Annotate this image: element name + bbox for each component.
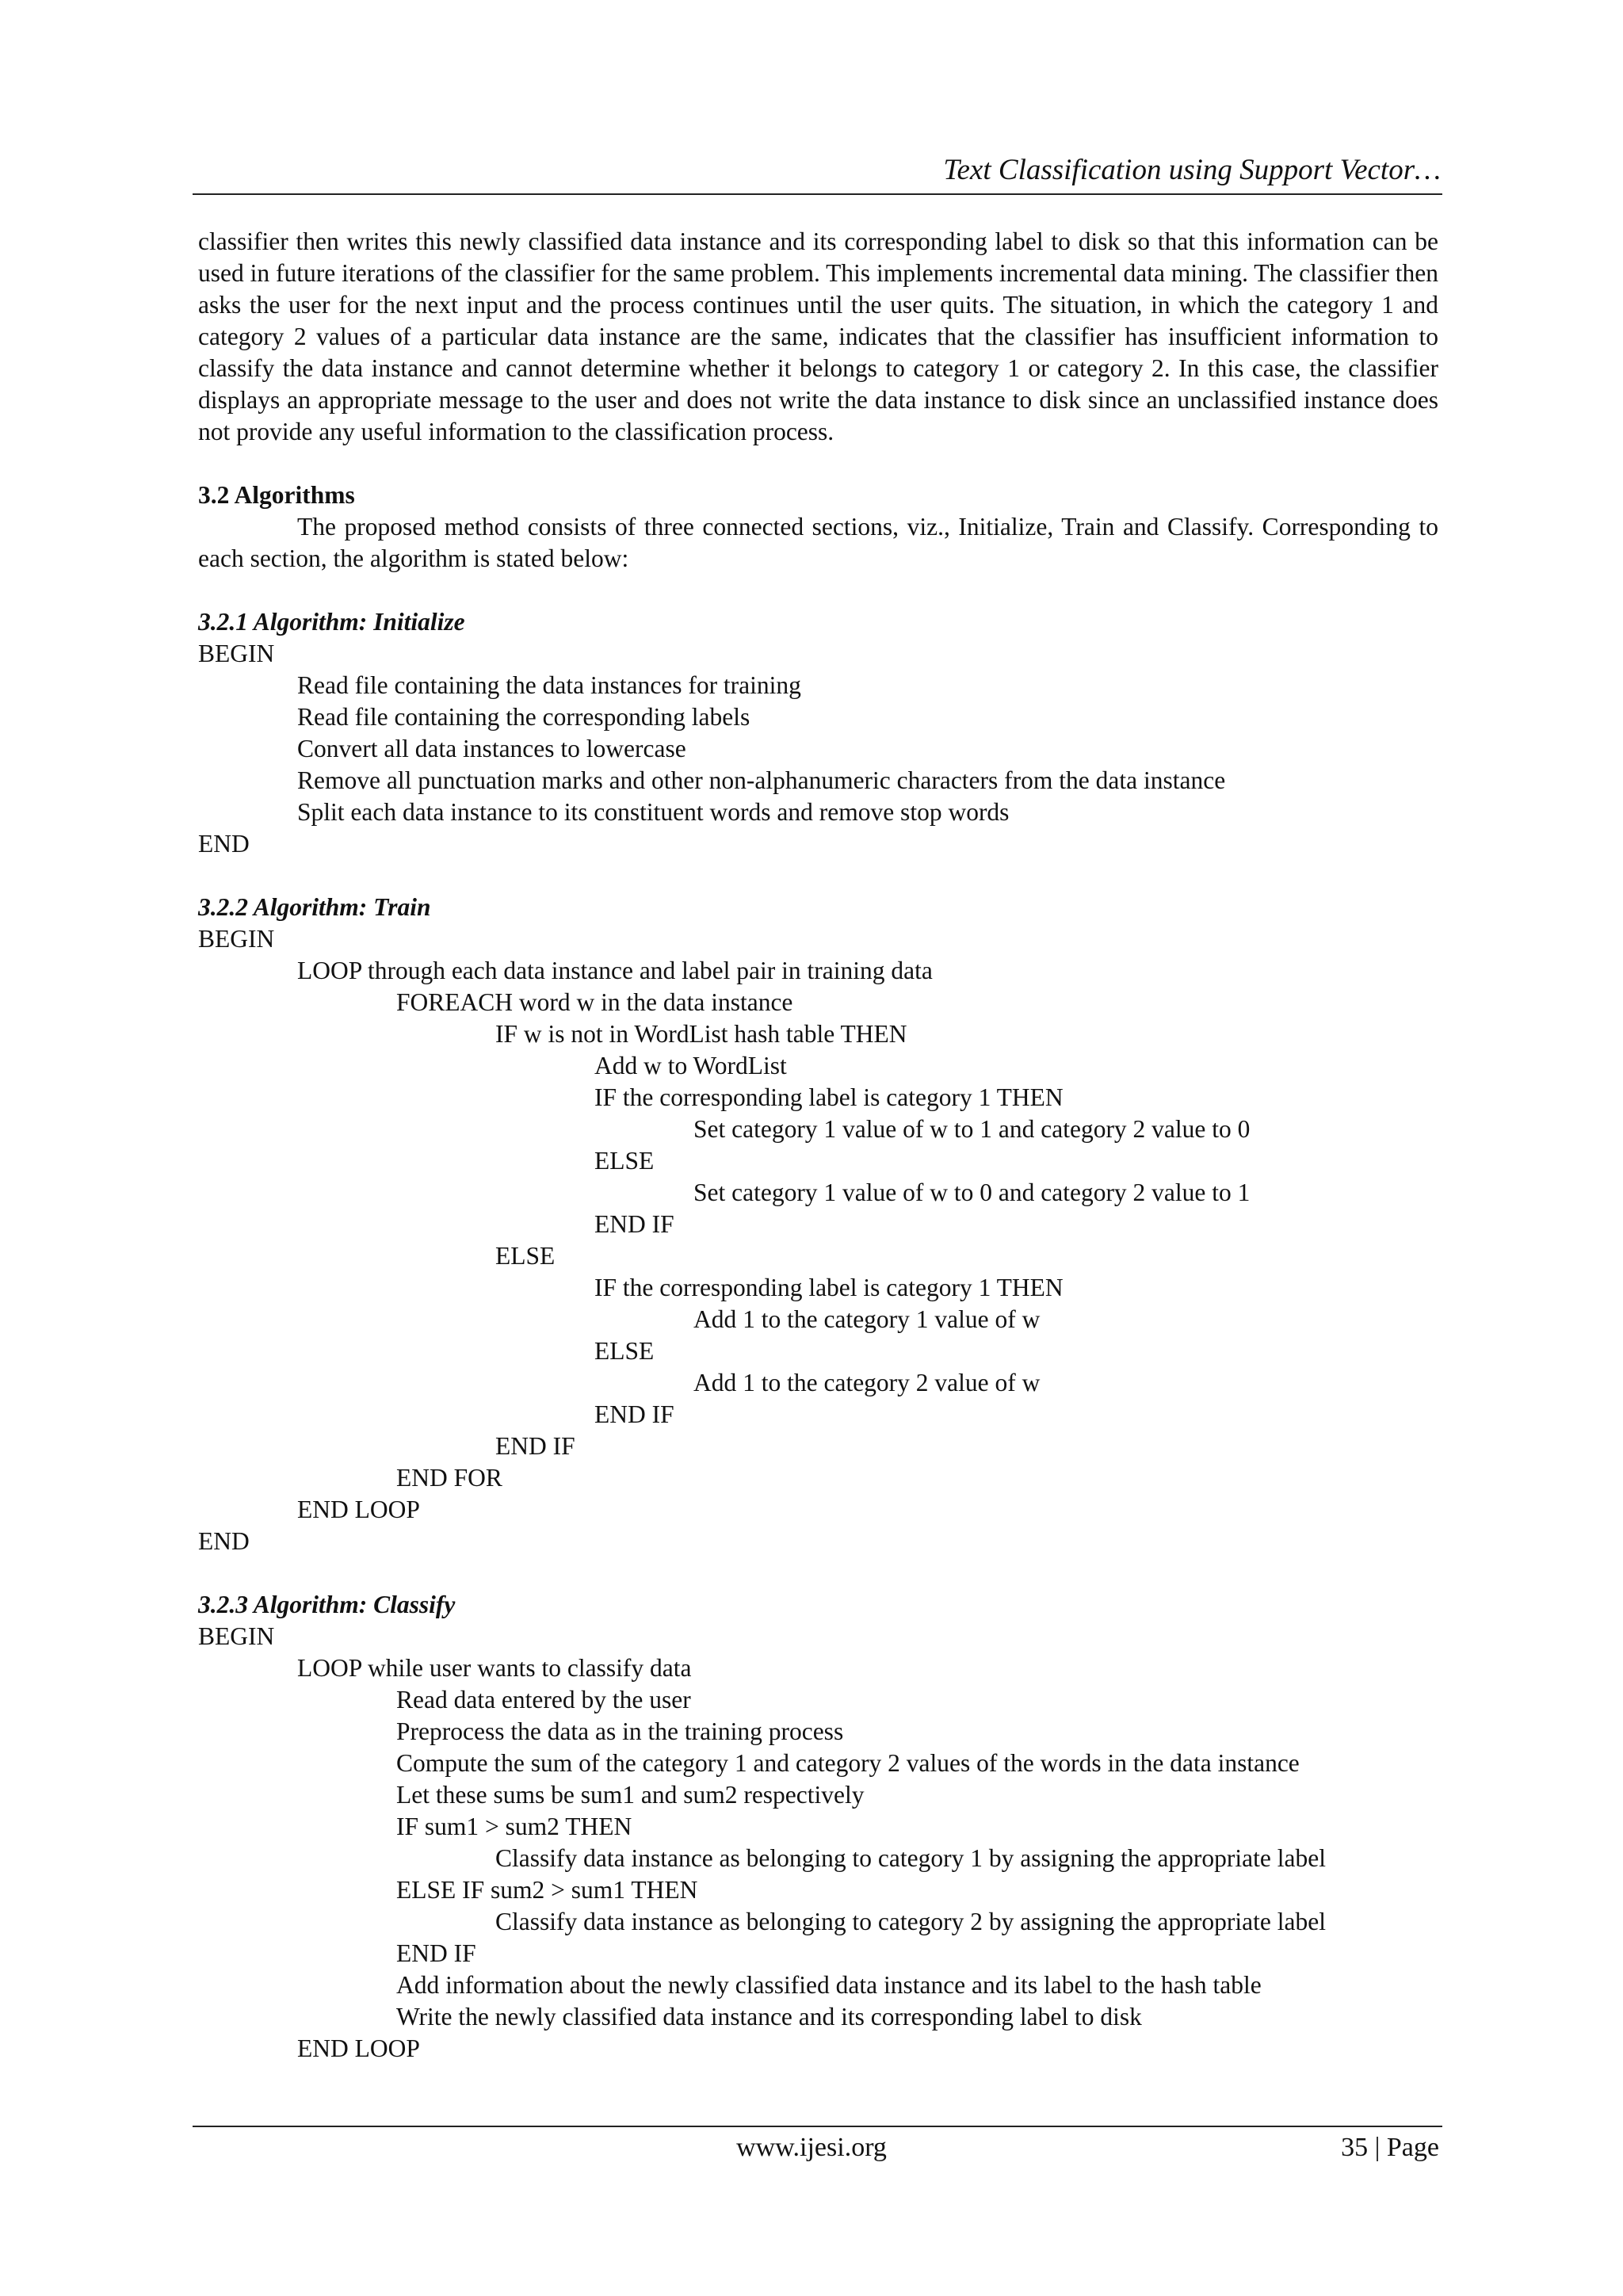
- pseudocode-line: Let these sums be sum1 and sum2 respectively: [396, 1781, 865, 1809]
- pseudocode-line: FOREACH word w in the data instance: [396, 988, 793, 1016]
- pseudocode-line: BEGIN: [198, 1622, 275, 1650]
- pseudocode-line: END: [198, 830, 250, 858]
- algorithm-classify: [198, 1589, 1438, 2065]
- pseudocode-line: LOOP through each data instance and label pair in training data: [297, 957, 933, 984]
- pseudocode-line: BEGIN: [198, 640, 275, 667]
- intro-paragraph: classifier then writes this newly classified data instance and its corresponding label to disk so that this information can be used in future iterations of the classifier for the same problem. This implements incremental data mining. The classifier then asks the user for the next input and the process continues until the user quits. The situation, in which the category 1 and category 2 values of a particular data instance are the same, indicates that the classifier has insufficient information to classify the data instance and cannot determine whether it belongs to category 1 or category 2. In this case, the classifier displays an appropriate message to the user and does not write the data instance to disk since an unclassified instance does not provide any useful information to the classification process.: [198, 227, 1438, 445]
- pseudocode-line: Set category 1 value of w to 0 and category 2 value to 1: [693, 1179, 1251, 1206]
- running-header-title: Text Classification using Support Vector…: [943, 154, 1441, 186]
- pseudocode-line: END IF: [594, 1400, 674, 1428]
- pseudocode-line: END FOR: [396, 1464, 502, 1492]
- pseudocode-line: Remove all punctuation marks and other non-alphanumeric characters from the data instance: [297, 766, 1226, 794]
- pseudocode-line: END: [198, 1527, 250, 1555]
- header-divider: [193, 193, 1442, 195]
- pseudocode-line: Add 1 to the category 2 value of w: [693, 1369, 1041, 1396]
- pseudocode-line: IF sum1 > sum2 THEN: [396, 1813, 632, 1840]
- algorithm-lines: [198, 1621, 1438, 2065]
- pseudocode-line: ELSE: [594, 1147, 655, 1175]
- section-heading: 3.2 Algorithms: [198, 481, 355, 509]
- page-body: [198, 226, 1438, 2065]
- pseudocode-line: Add w to WordList: [594, 1052, 787, 1079]
- pseudocode-line: Add information about the newly classified data instance and its label to the hash table: [396, 1971, 1262, 1999]
- pseudocode-line: ELSE: [495, 1242, 556, 1270]
- pseudocode-line: ELSE IF sum2 > sum1 THEN: [396, 1876, 698, 1904]
- pseudocode-line: Read file containing the data instances for training: [297, 671, 801, 699]
- algorithm-lines: [198, 923, 1438, 1557]
- footer-website: www.ijesi.org: [736, 2133, 887, 2162]
- spacer: [198, 448, 1438, 479]
- pseudocode-line: IF w is not in WordList hash table THEN: [495, 1020, 907, 1048]
- pseudocode-line: Set category 1 value of w to 1 and category 2 value to 0: [693, 1115, 1251, 1143]
- pseudocode-line: Split each data instance to its constituent words and remove stop words: [297, 798, 1010, 826]
- algorithm-lines: [198, 638, 1438, 860]
- footer-divider: [193, 2126, 1442, 2127]
- pseudocode-line: Read file containing the corresponding labels: [297, 703, 750, 731]
- pseudocode-line: END IF: [495, 1432, 575, 1460]
- pseudocode-line: Classify data instance as belonging to category 2 by assigning the appropriate label: [495, 1908, 1326, 1935]
- algorithm-heading: 3.2.1 Algorithm: Initialize: [198, 608, 465, 636]
- pseudocode-line: END LOOP: [297, 1496, 420, 1523]
- pseudocode-line: Preprocess the data as in the training process: [396, 1717, 844, 1745]
- pseudocode-line: LOOP while user wants to classify data: [297, 1654, 692, 1682]
- section-paragraph: The proposed method consists of three connected sections, viz., Initialize, Train and Classify. Corresponding to each section, the algorithm is stated below:: [198, 513, 1438, 572]
- pseudocode-line: END IF: [594, 1210, 674, 1238]
- pseudocode-line: BEGIN: [198, 925, 275, 953]
- pseudocode-line: Compute the sum of the category 1 and category 2 values of the words in the data instance: [396, 1749, 1300, 1777]
- spacer: [198, 575, 1438, 606]
- pseudocode-line: Read data entered by the user: [396, 1686, 691, 1713]
- spacer: [198, 1557, 1438, 1589]
- spacer: [198, 860, 1438, 892]
- pseudocode-line: END LOOP: [297, 2034, 420, 2062]
- pseudocode-line: Write the newly classified data instance and its corresponding label to disk: [396, 2003, 1142, 2030]
- footer-page-number: 35 | Page: [1341, 2133, 1439, 2162]
- pseudocode-line: Classify data instance as belonging to category 1 by assigning the appropriate label: [495, 1844, 1326, 1872]
- pseudocode-line: Add 1 to the category 1 value of w: [693, 1305, 1041, 1333]
- algorithm-heading: 3.2.2 Algorithm: Train: [198, 893, 431, 921]
- pseudocode-line: Convert all data instances to lowercase: [297, 735, 686, 762]
- pseudocode-line: END IF: [396, 1939, 476, 1967]
- pseudocode-line: IF the corresponding label is category 1 THEN: [594, 1274, 1064, 1301]
- pseudocode-line: IF the corresponding label is category 1 THEN: [594, 1083, 1064, 1111]
- algorithm-initialize: [198, 606, 1438, 860]
- algorithm-heading: 3.2.3 Algorithm: Classify: [198, 1591, 456, 1618]
- pseudocode-line: ELSE: [594, 1337, 655, 1365]
- algorithm-train: [198, 892, 1438, 1557]
